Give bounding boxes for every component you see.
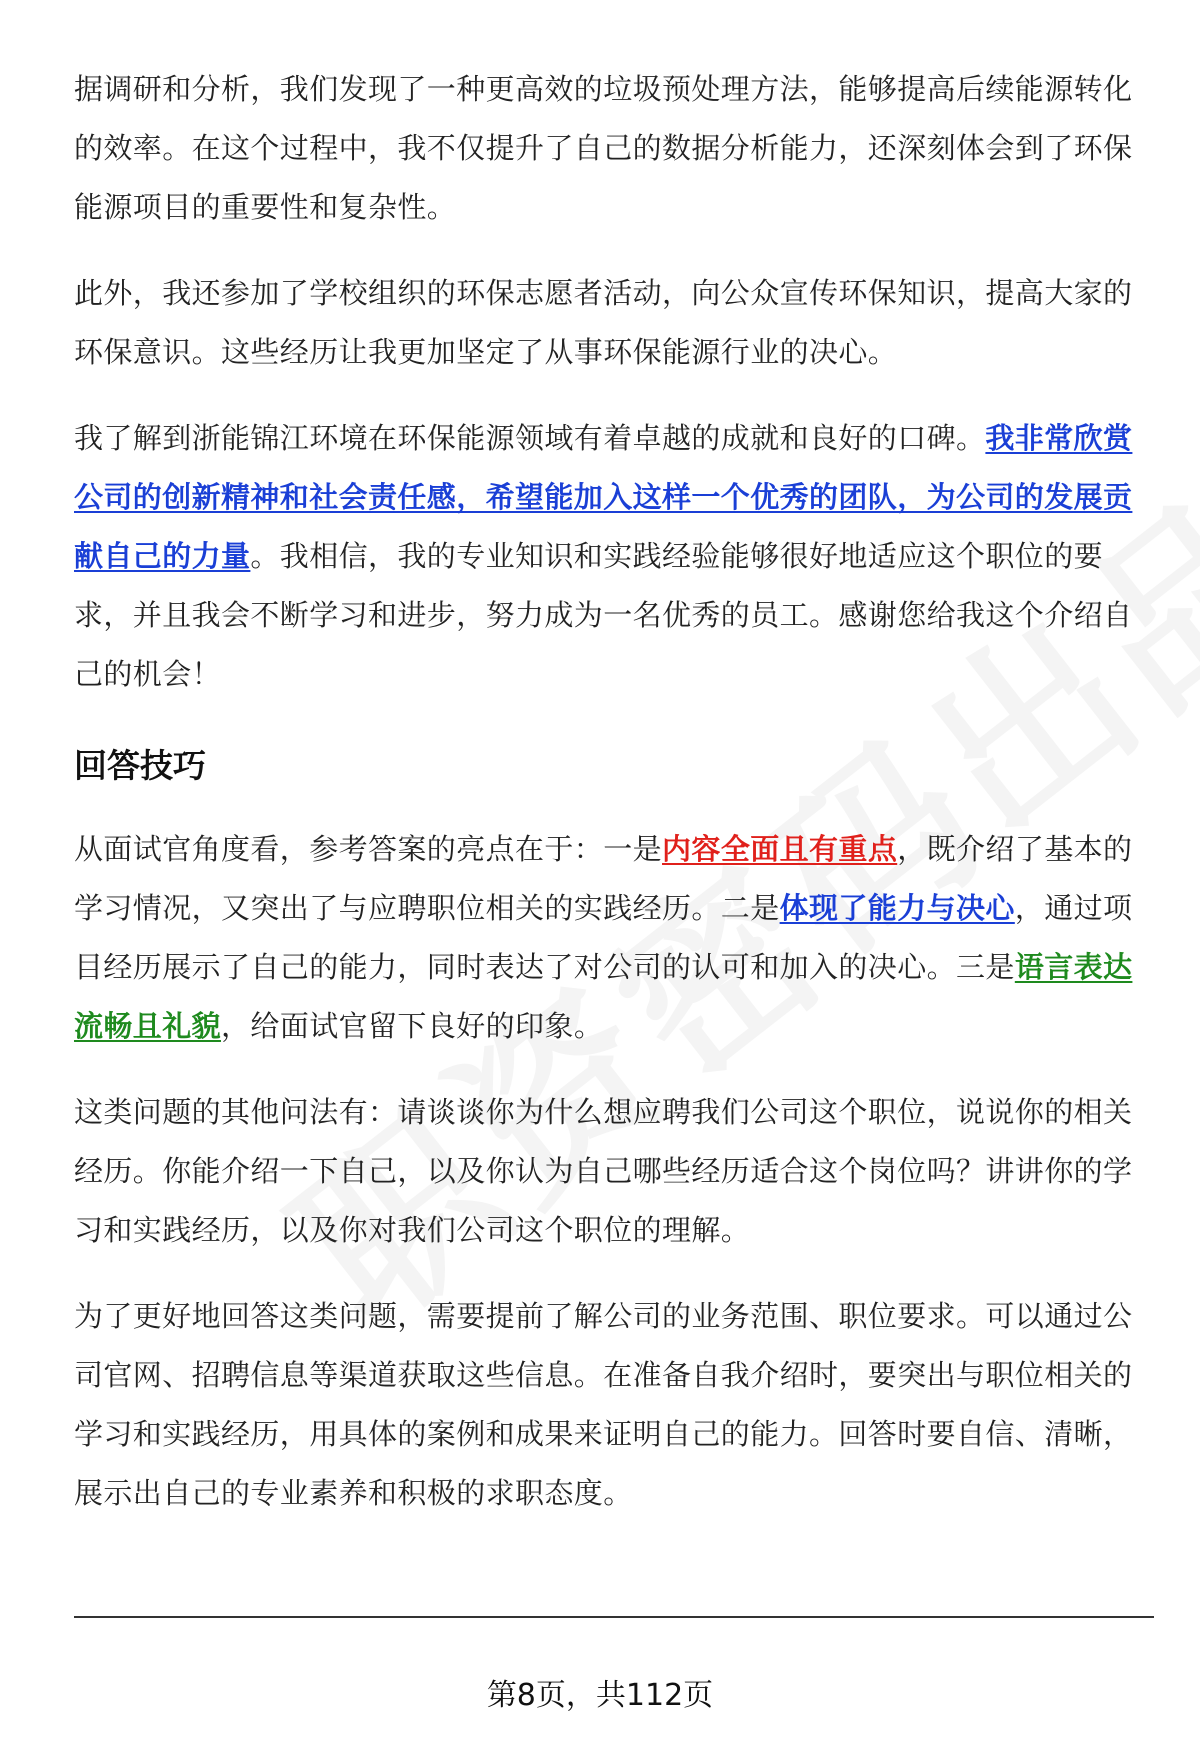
paragraph-interviewer-text-b: ，既介绍了基本的学习情况，又突出了与应聘职位相关的实践经历。二是: [74, 832, 1133, 925]
paragraph-other-questions: 这类问题的其他问法有：请谈谈你为什么想应聘我们公司这个职位，说说你的相关经历。你能介绍一下自己，以及你认为自己哪些经历适合这个岗位吗？讲讲你的学习和实践经历，以及你对我们公司这个职位的理解。: [74, 1095, 1133, 1247]
paragraph-company: [74, 409, 1144, 704]
section-heading-answer-tips: 回答技巧: [74, 746, 206, 785]
highlight-ability-determination: 体现了能力与决心: [779, 891, 1015, 925]
paragraph-company-text-b: 。我相信，我的专业知识和实践经验能够很好地适应这个职位的要求，并且我会不断学习和进步，努力成为一名优秀的员工。感谢您给我这个介绍自己的机会！: [74, 539, 1133, 691]
paragraph-interviewer-text-c: ，通过项目经历展示了自己的能力，同时表达了对公司的认可和加入的决心。三是: [74, 891, 1133, 984]
paragraph-volunteer: 此外，我还参加了学校组织的环保志愿者活动，向公众宣传环保知识，提高大家的环保意识。这些经历让我更加坚定了从事环保能源行业的决心。: [74, 276, 1133, 369]
paragraph-preparation: 为了更好地回答这类问题，需要提前了解公司的业务范围、职位要求。可以通过公司官网、招聘信息等渠道获取这些信息。在准备自我介绍时，要突出与职位相关的学习和实践经历，用具体的案例和成果来证明自己的能力。回答时要自信、清晰，展示出自己的专业素养和积极的求职态度。: [74, 1299, 1133, 1510]
page-number: 第8页，共112页: [486, 1678, 714, 1713]
footer-divider: [74, 1616, 1154, 1618]
paragraph-interviewer-text-a: 从面试官角度看，参考答案的亮点在于：一是: [74, 832, 663, 866]
document-body: [74, 60, 1144, 1550]
highlight-company-appreciation: 我非常欣赏公司的创新精神和社会责任感，希望能加入这样一个优秀的团队，为公司的发展贡献自己的力量: [74, 421, 1133, 573]
paragraph-company-text-a: 我了解到浙能锦江环境在环保能源领域有着卓越的成就和良好的口碑。: [74, 421, 986, 455]
paragraph-interviewer-view: [74, 820, 1144, 1056]
highlight-content-complete: 内容全面且有重点: [662, 832, 898, 866]
paragraph-interviewer-text-d: ，给面试官留下良好的印象。: [221, 1009, 604, 1043]
highlight-fluent-polite: 语言表达流畅且礼貌: [74, 950, 1133, 1043]
paragraph-research: 据调研和分析，我们发现了一种更高效的垃圾预处理方法，能够提高后续能源转化的效率。在这个过程中，我不仅提升了自己的数据分析能力，还深刻体会到了环保能源项目的重要性和复杂性。: [74, 72, 1133, 224]
